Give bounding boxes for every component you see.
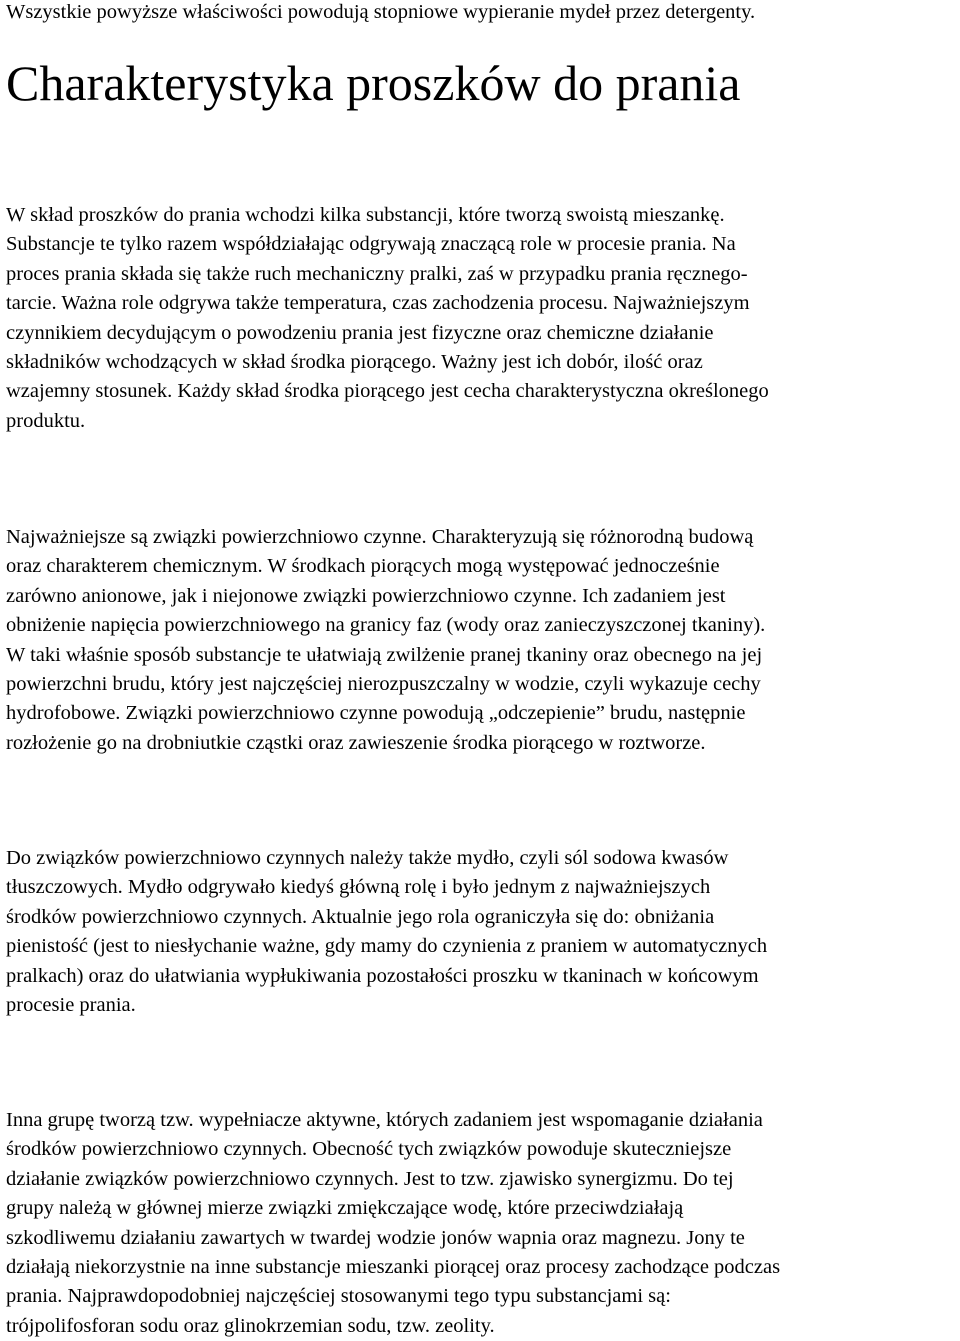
paragraph-line: rozłożenie go na drobniutkie cząstki oraz zawieszenie środka piorącego w roztworze. (6, 731, 706, 754)
paragraph-line: hydrofobowe. Związki powierzchniowo czynne powodują „odczepienie” brudu, następnie (6, 702, 746, 725)
paragraph-line: Substancje te tylko razem współdziałając odgrywają znaczącą role w procesie prania. Na (6, 233, 736, 256)
paragraph-ingredients (6, 201, 954, 436)
paragraph-line: szkodliwemu działaniu zawartych w twardej wodzie jonów wapnia oraz magnezu. Jony te (6, 1226, 745, 1249)
paragraph-line: trójpolifosforan sodu oraz glinokrzemian sodu, tzw. zeolity. (6, 1314, 495, 1337)
paragraph-line: działają niekorzystnie na inne substancje mieszanki piorącej oraz procesy zachodzące podczas (6, 1256, 781, 1279)
paragraph-soap (6, 844, 954, 1020)
paragraph-line: oraz charakterem chemicznym. W środkach piorących mogą występować jednocześnie (6, 555, 720, 578)
paragraph-line: Inna grupę tworzą tzw. wypełniacze aktywne, których zadaniem jest wspomaganie działania (6, 1109, 763, 1131)
paragraph-line: produktu. (6, 409, 86, 432)
paragraph-line: tarcie. Ważna role odgrywa także temperatura, czas zachodzenia procesu. Najważniejszym (6, 292, 750, 315)
paragraph-line: środków powierzchniowo czynnych. Aktualnie jego rola ograniczyła się do: obniżania (6, 905, 715, 928)
paragraph-line: Do związków powierzchniowo czynnych należy także mydło, czyli sól sodowa kwasów (6, 847, 729, 869)
paragraph-line: tłuszczowych. Mydło odgrywało kiedyś główną rolę i było jednym z najważniejszych (6, 876, 711, 899)
paragraph-line: wzajemny stosunek. Każdy skład środka piorącego jest cecha charakterystyczna określonego (6, 380, 769, 403)
paragraph-line: procesie prania. (6, 994, 136, 1017)
paragraph-line: powierzchni brudu, który jest najczęściej nierozpuszczalny w wodzie, czyli wykazuje cechy (6, 673, 761, 696)
paragraph-line: zarówno anionowe, jak i niejonowe związki powierzchniowo czynne. Ich zadaniem jest (6, 584, 726, 607)
paragraph-surfactants (6, 523, 954, 758)
page-title: Charakterystyka proszków do prania (6, 55, 741, 111)
paragraph-builders (6, 1106, 954, 1341)
paragraph-line: działanie związków powierzchniowo czynnych. Jest to tzw. zjawisko synergizmu. Do tej (6, 1167, 734, 1190)
paragraph-line: W skład proszków do prania wchodzi kilka substancji, które tworzą swoistą mieszankę. (6, 204, 725, 226)
paragraph-line: Najważniejsze są związki powierzchniowo czynne. Charakteryzują się różnorodną budową (6, 526, 754, 548)
paragraph-line: proces prania składa się także ruch mechaniczny pralki, zaś w przypadku prania ręcznego- (6, 262, 748, 285)
paragraph-line: prania. Najprawdopodobniej najczęściej stosowanymi tego typu substancjami są: (6, 1285, 671, 1308)
paragraph-line: W taki właśnie sposób substancje te ułatwiają zwilżenie pranej tkaniny oraz obecnego na jej (6, 643, 763, 666)
paragraph-line: środków powierzchniowo czynnych. Obecność tych związków powoduje skuteczniejsze (6, 1138, 732, 1161)
paragraph-line: składników wchodzących w skład środka piorącego. Ważny jest ich dobór, ilość oraz (6, 351, 703, 374)
intro-line: Wszystkie powyższe właściwości powodują stopniowe wypieranie mydeł przez detergenty. (6, 1, 756, 23)
paragraph-line: pralkach) oraz do ułatwiania wypłukiwania pozostałości proszku w tkaninach w końcowym (6, 964, 759, 987)
paragraph-line: obniżenie napięcia powierzchniowego na granicy faz (wody oraz zanieczyszczonej tkaniny). (6, 614, 766, 637)
paragraph-line: pienistość (jest to niesłychanie ważne, gdy mamy do czynienia z praniem w automatycznych (6, 935, 768, 958)
paragraph-line: czynnikiem decydującym o powodzeniu prania jest fizyczne oraz chemiczne działanie (6, 321, 714, 344)
paragraph-line: grupy należą w głównej mierze związki zmiękczające wodę, które przeciwdziałają (6, 1197, 684, 1220)
